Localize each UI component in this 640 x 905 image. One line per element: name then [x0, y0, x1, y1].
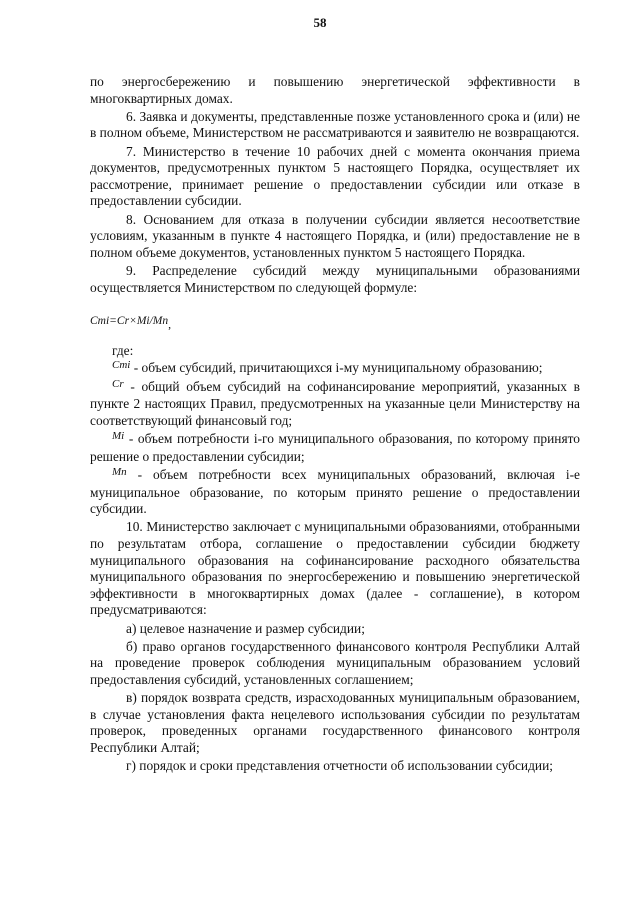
formula-expression: Cmi=Cr×Mi/Mn	[90, 315, 169, 328]
list-item: г) порядок и сроки представления отчетности об использовании субсидии;	[126, 758, 553, 774]
paragraph: 8. Основанием для отказа в получении субсидии является несоответствие условиям, указанным в пункте 4 настоящего Порядка, и (или) предоставление не в полном объеме документов, установленных пунктом 5 настоящего Порядка.	[90, 211, 580, 260]
definition-item	[90, 431, 580, 465]
definition-text: - объем потребности i-го муниципального образования, по которому принято решение о предоставлении субсидии;	[90, 431, 580, 464]
definitions-list	[90, 360, 580, 518]
formula	[90, 312, 580, 333]
formula-comma: ,	[168, 317, 172, 332]
where-label: где:	[112, 343, 134, 359]
definition-text: - объем потребности всех муниципальных образований, включая i-е муниципальное образование, по которым принято решение о предоставлении субсидии.	[90, 467, 580, 517]
page-number: 58	[313, 15, 327, 30]
definition-item	[90, 467, 580, 518]
paragraph: по энергосбережению и повышению энергетической эффективности в многоквартирных домах.	[90, 74, 580, 106]
definition-symbol: Cr	[112, 377, 124, 390]
definition-symbol: Mi	[112, 430, 125, 443]
document-body	[90, 74, 580, 776]
definition-symbol: Cmi	[112, 358, 131, 371]
paragraph: 6. Заявка и документы, представленные позже установленного срока и (или) не в полном объеме, Министерством не рассматриваются и заявителю не возвращаются.	[90, 108, 580, 141]
list-item: в) порядок возврата средств, израсходованных муниципальным образованием, в случае установления факта нецелевого использования субсидии по результатам проверок, проведенных органами государственного финансового контроля Республики Алтай;	[90, 690, 580, 755]
paragraph: 9. Распределение субсидий между муниципальными образованиями осуществляется Министерством по следующей формуле:	[90, 262, 580, 295]
definition-symbol: Mn	[112, 466, 127, 479]
paragraph: 7. Министерство в течение 10 рабочих дней с момента окончания приема документов, предусмотренных пунктом 5 настоящего Порядка, осуществляет их рассмотрение, принимает решение о предоставлении субсидии или отказе в предоставлении субсидии.	[90, 143, 580, 209]
definition-text: - объем субсидий, причитающихся i-му муниципальному образованию;	[133, 359, 543, 375]
paragraph: 10. Министерство заключает с муниципальными образованиями, отобранными по результатам отбора, соглашение о предоставлении субсидии бюджету муниципального образования на софинансирование расходного обязательства муниципального образования по энергосбережению и повышению энергетической эффективности в многоквартирных домах (далее - соглашение), в котором предусматриваются:	[90, 519, 580, 618]
list-item: б) право органов государственного финансового контроля Республики Алтай на проведение проверок соблюдения муниципальным образованием условий предоставления субсидий, установленных соглашением;	[90, 638, 580, 687]
definition-text: - общий объем субсидий на софинансирование мероприятий, указанных в пункте 2 настоящих Правил, предусмотренных на указанные цели Министерству на соответствующий финансовый год;	[90, 378, 580, 429]
definition-item	[90, 360, 580, 378]
list-item: а) целевое назначение и размер субсидии;	[126, 620, 365, 636]
definition-item	[90, 379, 580, 430]
